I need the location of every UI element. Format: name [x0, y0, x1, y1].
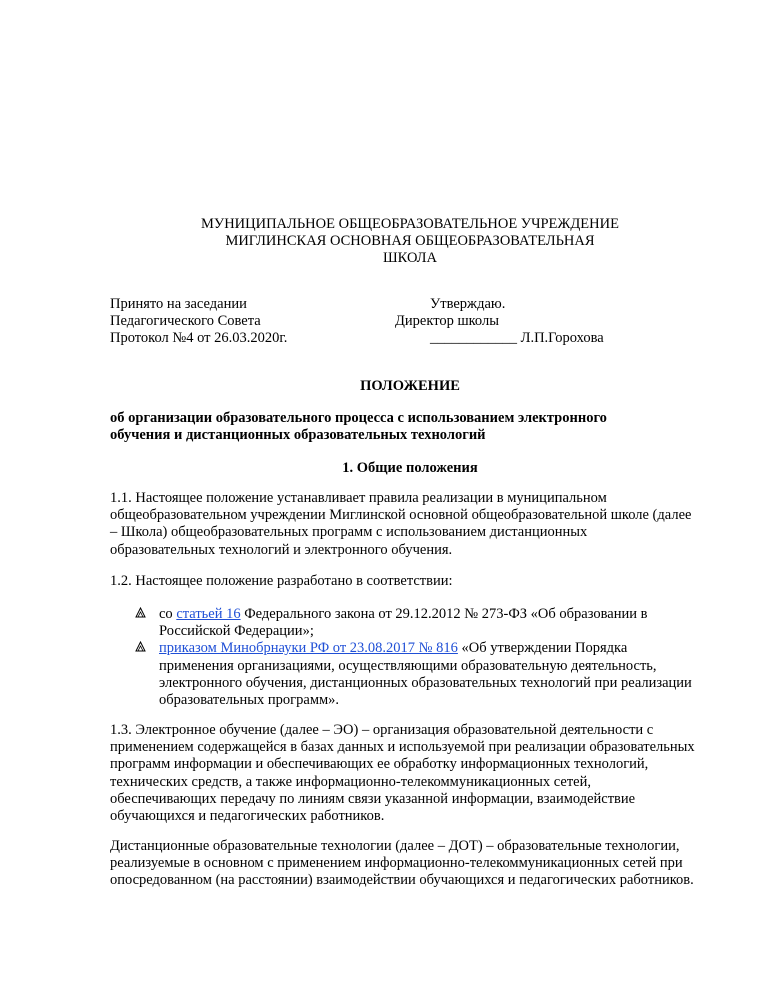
paragraph-dot-definition: Дистанционные образовательные технологии (далее – ДОТ) – образовательные технологии, реализуемые в основном с применением информационно-телекоммуникационных сетей при опосредованном (на расстоянии) взаимодействии обучающихся и педагогических работников.	[110, 838, 694, 889]
institution-header-line-1: МУНИЦИПАЛЬНОЕ ОБЩЕОБРАЗОВАТЕЛЬНОЕ УЧРЕЖДЕНИЕ	[201, 216, 619, 232]
adoption-line-1: Принято на заседании	[110, 296, 247, 312]
adoption-line-2: Педагогического Совета	[110, 313, 261, 329]
list-item	[135, 606, 695, 640]
approval-block	[395, 296, 604, 347]
list-item-prefix: со	[159, 606, 177, 622]
approval-line-1: Утверждаю.	[430, 296, 506, 312]
paragraph-1-1: 1.1. Настоящее положение устанавливает правила реализации в муниципальном общеобразовательном учреждении Миглинской основной общеобразовательной школе (далее – Школа) общеобразовательных программ с использованием дистанционных образовательных технологий и электронного обучения.	[110, 490, 692, 558]
ministry-order-link[interactable]: приказом Минобрнауки РФ от 23.08.2017 № 816	[159, 640, 458, 657]
adoption-line-3: Протокол №4 от 26.03.2020г.	[110, 330, 288, 346]
document-title: ПОЛОЖЕНИЕ	[360, 378, 460, 394]
adoption-block	[110, 296, 287, 347]
list-item-text: «Об утверждении Порядка применения организациями, осуществляющими образовательную деятельность, электронного обучения, дистанционных образовательных технологий при реализации образовательных программ».	[159, 640, 692, 709]
document-subtitle: об организации образовательного процесса с использованием электронного обучения и дистанционных образовательных технологий	[110, 410, 607, 443]
institution-header	[110, 216, 710, 267]
institution-header-line-3: ШКОЛА	[383, 250, 437, 266]
institution-header-line-2: МИГЛИНСКАЯ ОСНОВНАЯ ОБЩЕОБРАЗОВАТЕЛЬНАЯ	[225, 233, 595, 249]
approval-line-2: Директор школы	[395, 313, 499, 329]
section-heading: 1. Общие положения	[342, 460, 478, 476]
law-article-link[interactable]: статьей 16	[176, 606, 241, 622]
triangle-outline-icon	[135, 606, 146, 623]
paragraph-1-3: 1.3. Электронное обучение (далее – ЭО) – организация образовательной деятельности с применением содержащейся в базах данных и используемой при реализации образовательных программ информации и обеспечивающих ее обработку информационных технологий, технических средств, а также информационно-телекоммуникационных сетей, обеспечивающих передачу по линиям связи указанной информации, взаимодействие обучающихся и педагогических работников.	[110, 722, 695, 825]
triangle-outline-icon	[135, 640, 146, 657]
list-item	[135, 640, 695, 709]
list-item-text: Федерального закона от 29.12.2012 № 273-ФЗ «Об образовании в Российской Федерации»;	[159, 606, 648, 640]
legal-basis-list	[135, 606, 695, 709]
paragraph-1-2: 1.2. Настоящее положение разработано в соответствии:	[110, 573, 453, 589]
approval-signature-line: ____________ Л.П.Горохова	[430, 330, 604, 346]
